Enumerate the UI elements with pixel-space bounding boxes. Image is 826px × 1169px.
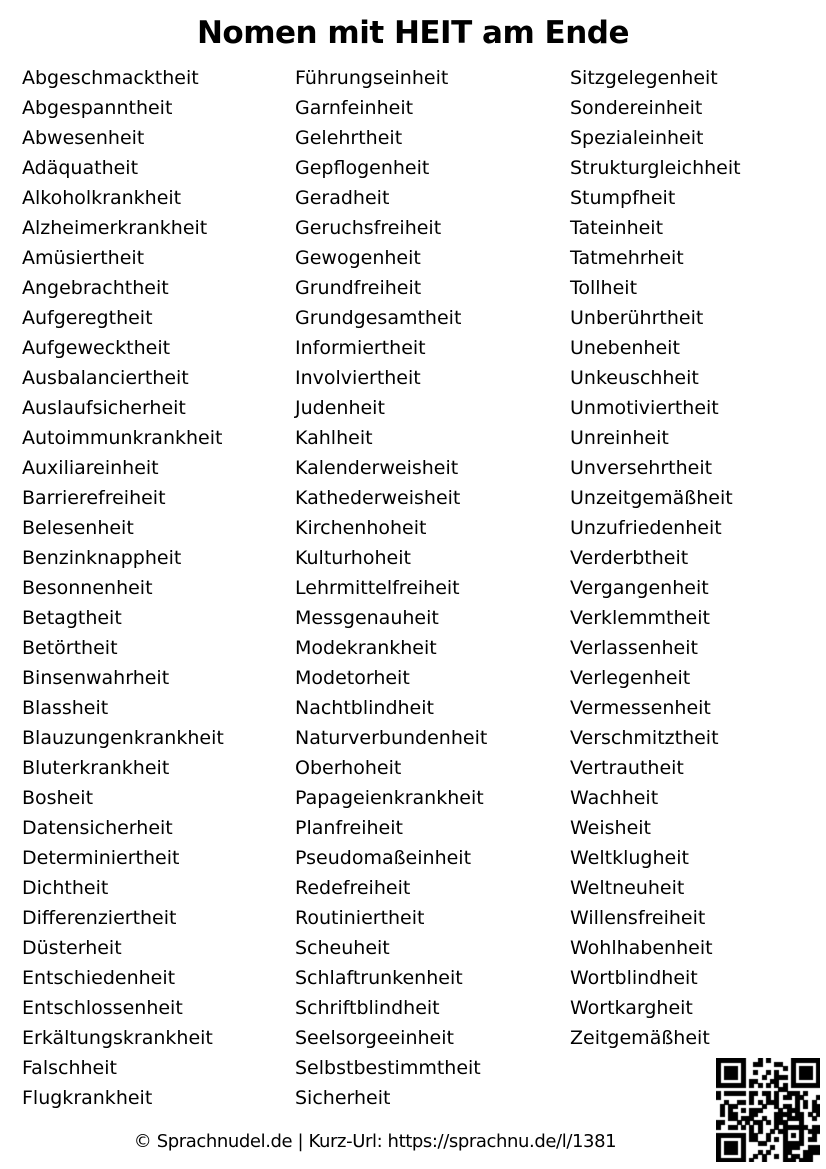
list-item-word: Barrierefreiheit — [22, 487, 166, 509]
list-item-word: Sicherheit — [295, 1087, 391, 1109]
list-item-word: Wachheit — [570, 787, 659, 809]
list-item-word: Auslaufsicherheit — [22, 397, 186, 419]
list-item-word: Ausbalanciertheit — [22, 367, 189, 389]
list-item-word: Determiniertheit — [22, 847, 180, 869]
list-item-word: Messgenauheit — [295, 607, 439, 629]
list-item-word: Bluterkrankheit — [22, 757, 170, 779]
list-item-word: Selbstbestimmtheit — [295, 1057, 481, 1079]
qr-code-icon — [716, 1058, 820, 1162]
list-item-word: Weltklugheit — [570, 847, 689, 869]
list-item-word: Kalenderweisheit — [295, 457, 459, 479]
word-column-3 — [570, 63, 826, 1113]
list-item-word: Gepflogenheit — [295, 157, 430, 179]
page-title: Nomen mit HEIT am Ende — [196, 15, 630, 51]
list-item-word: Besonnenheit — [22, 577, 153, 599]
list-item-word: Oberhoheit — [295, 757, 402, 779]
list-item-word: Entschlossenheit — [22, 997, 183, 1019]
list-item-word: Vermessenheit — [570, 697, 711, 719]
list-item-word: Vergangenheit — [570, 577, 709, 599]
list-item-word: Verlassenheit — [570, 637, 698, 659]
list-item-word: Schlaftrunkenheit — [295, 967, 463, 989]
list-item-word: Vertrautheit — [570, 757, 684, 779]
list-item-word: Kathederweisheit — [295, 487, 461, 509]
list-item-word: Grundgesamtheit — [295, 307, 462, 329]
list-item-word: Belesenheit — [22, 517, 134, 539]
list-item-word: Tatmehrheit — [570, 247, 684, 269]
list-item-word: Geradheit — [295, 187, 390, 209]
list-item-word: Grundfreiheit — [295, 277, 422, 299]
footer-text: © Sprachnudel.de | Kurz-Url: https://sprachnu.de/l/1381 — [133, 1131, 617, 1152]
word-column-2 — [295, 63, 570, 1113]
list-item-word: Benzinknappheit — [22, 547, 182, 569]
list-item-word: Scheuheit — [295, 937, 390, 959]
list-item-word: Nachtblindheit — [295, 697, 434, 719]
list-item-word: Planfreiheit — [295, 817, 403, 839]
list-item-word: Datensicherheit — [22, 817, 173, 839]
list-item-word: Verlegenheit — [570, 667, 691, 689]
list-item-word: Modetorheit — [295, 667, 410, 689]
list-item-word: Informiertheit — [295, 337, 426, 359]
list-item-word: Geruchsfreiheit — [295, 217, 442, 239]
list-item-word: Binsenwahrheit — [22, 667, 170, 689]
list-item-word: Modekrankheit — [295, 637, 437, 659]
list-item-word: Naturverbundenheit — [295, 727, 488, 749]
list-item-word: Tollheit — [570, 277, 638, 299]
list-item-word: Entschiedenheit — [22, 967, 176, 989]
list-item-word: Unzufriedenheit — [570, 517, 722, 539]
list-item-word: Blassheit — [22, 697, 109, 719]
list-item-word: Involviertheit — [295, 367, 421, 389]
list-item-word: Weltneuheit — [570, 877, 685, 899]
list-item-word: Wortkargheit — [570, 997, 693, 1019]
list-item-word: Adäquatheit — [22, 157, 139, 179]
list-item-word: Sondereinheit — [570, 97, 703, 119]
list-item-word: Düsterheit — [22, 937, 122, 959]
list-item-word: Tateinheit — [570, 217, 664, 239]
list-item-word: Strukturgleichheit — [570, 157, 741, 179]
list-item-word: Angebrachtheit — [22, 277, 169, 299]
list-item-word: Verschmitztheit — [570, 727, 719, 749]
list-item-word: Wortblindheit — [570, 967, 698, 989]
list-item-word: Abgespanntheit — [22, 97, 173, 119]
list-item-word: Verderbtheit — [570, 547, 689, 569]
list-item-word: Unreinheit — [570, 427, 669, 449]
list-item-word: Kirchenhoheit — [295, 517, 427, 539]
list-item-word: Unebenheit — [570, 337, 680, 359]
list-item-word: Gelehrtheit — [295, 127, 403, 149]
list-item-word: Abwesenheit — [22, 127, 145, 149]
list-item-word: Blauzungenkrankheit — [22, 727, 224, 749]
list-item-word: Abgeschmacktheit — [22, 67, 199, 89]
word-list — [22, 63, 826, 1113]
list-item-word: Weisheit — [570, 817, 652, 839]
list-item-word: Alkoholkrankheit — [22, 187, 182, 209]
word-column-1 — [22, 63, 295, 1113]
list-item-word: Alzheimerkrankheit — [22, 217, 208, 239]
list-item-word: Wohlhabenheit — [570, 937, 713, 959]
list-item-word: Papageienkrankheit — [295, 787, 484, 809]
list-item-word: Dichtheit — [22, 877, 109, 899]
list-item-word: Garnfeinheit — [295, 97, 414, 119]
list-item-word: Lehrmittelfreiheit — [295, 577, 460, 599]
list-item-word: Auxiliareinheit — [22, 457, 159, 479]
list-item-word: Autoimmunkrankheit — [22, 427, 223, 449]
list-item-word: Amüsiertheit — [22, 247, 145, 269]
list-item-word: Schriftblindheit — [295, 997, 440, 1019]
list-item-word: Erkältungskrankheit — [22, 1027, 213, 1049]
list-item-word: Unberührtheit — [570, 307, 704, 329]
list-item-word: Bosheit — [22, 787, 94, 809]
list-item-word: Sitzgelegenheit — [570, 67, 718, 89]
list-item-word: Zeitgemäßheit — [570, 1027, 710, 1049]
list-item-word: Flugkrankheit — [22, 1087, 153, 1109]
list-item-word: Redefreiheit — [295, 877, 411, 899]
list-item-word: Unkeuschheit — [570, 367, 699, 389]
list-item-word: Betörtheit — [22, 637, 118, 659]
list-item-word: Aufgewecktheit — [22, 337, 171, 359]
list-item-word: Aufgeregtheit — [22, 307, 153, 329]
list-item-word: Pseudomaßeinheit — [295, 847, 472, 869]
list-item-word: Willensfreiheit — [570, 907, 706, 929]
list-item-word: Judenheit — [295, 397, 385, 419]
list-item-word: Führungseinheit — [295, 67, 449, 89]
list-item-word: Unmotiviertheit — [570, 397, 719, 419]
list-item-word: Betagtheit — [22, 607, 122, 629]
list-item-word: Spezialeinheit — [570, 127, 704, 149]
list-item-word: Stumpfheit — [570, 187, 676, 209]
list-item-word: Unversehrtheit — [570, 457, 713, 479]
list-item-word: Unzeitgemäßheit — [570, 487, 733, 509]
list-item-word: Routiniertheit — [295, 907, 425, 929]
list-item-word: Falschheit — [22, 1057, 117, 1079]
list-item-word: Verklemmtheit — [570, 607, 710, 629]
list-item-word: Seelsorgeeinheit — [295, 1027, 454, 1049]
list-item-word: Gewogenheit — [295, 247, 421, 269]
list-item-word: Kahlheit — [295, 427, 373, 449]
list-item-word: Kulturhoheit — [295, 547, 411, 569]
list-item-word: Differenziertheit — [22, 907, 177, 929]
